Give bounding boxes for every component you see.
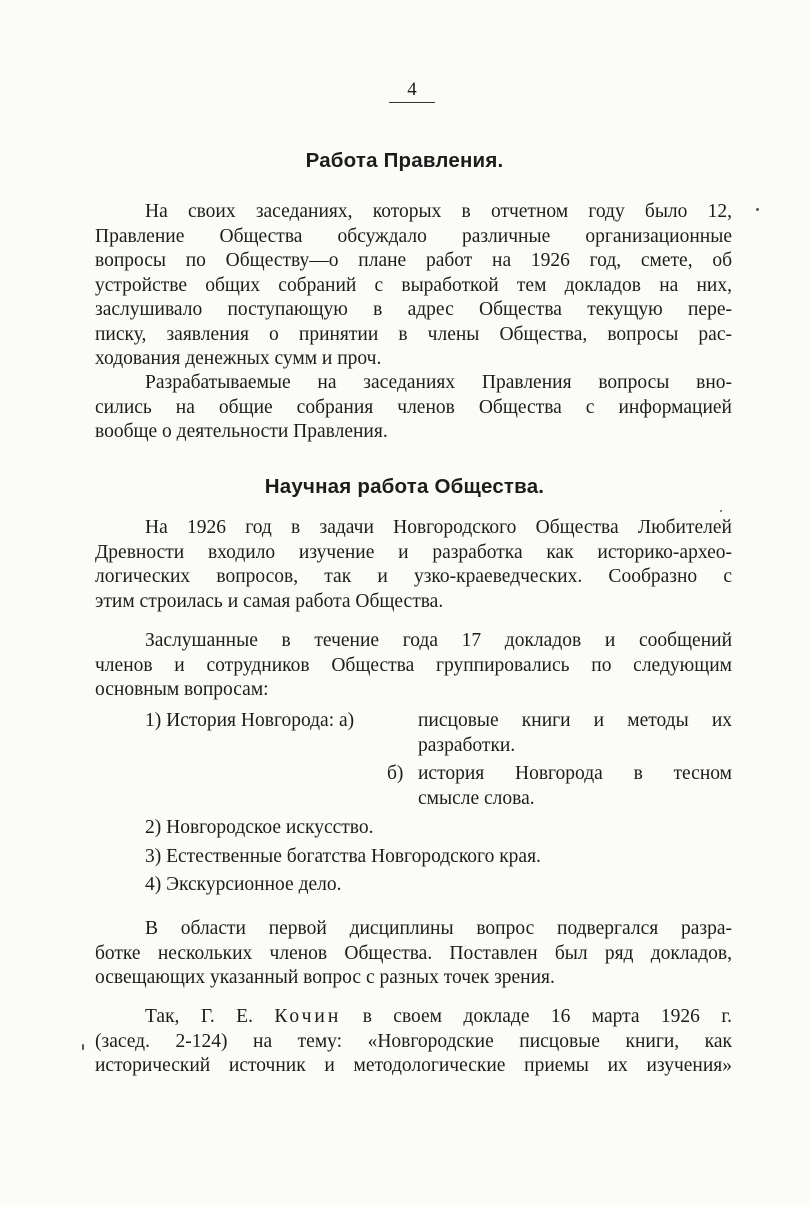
- text-line: этим строилась и самая работа Общества.: [95, 590, 444, 612]
- text-line: Разрабатываемые на заседаниях Правления вопросы вно-: [145, 372, 732, 393]
- list-item-1-label: 1) История Новгорода: а): [145, 710, 355, 731]
- list-item-1b-line-1: история Новгорода в тесном: [418, 763, 732, 784]
- text-line: исторический источник и методологические приемы их изучения»: [95, 1055, 732, 1076]
- list-item-1b-marker: б): [387, 763, 404, 784]
- text-line: Правление Общества обсуждало различные организационные: [95, 225, 732, 247]
- list-item-2: 2) Новгородское искусство.: [145, 817, 374, 838]
- text-line: ботке нескольких членов Общества. Поставлен был ряд докладов,: [95, 942, 732, 964]
- text-line: ходования денежных сумм и проч.: [95, 348, 382, 369]
- text-line: вообще о деятельности Правления.: [95, 421, 388, 442]
- text-fragment: Так, Г. Е.: [145, 1006, 253, 1027]
- author-name: Кочин: [274, 1006, 342, 1027]
- text-line: заслушивало поступающую в адрес Общества текущую пере-: [95, 299, 732, 320]
- list-item-3: 3) Естественные богатства Новгородского края.: [145, 846, 541, 867]
- text-line: (засед. 2-124) на тему: «Новгородские писцовые книги, как: [95, 1030, 732, 1052]
- list-item-1b-line-2: смысле слова.: [418, 788, 535, 809]
- list-item-1a-line-2: разработки.: [418, 735, 516, 756]
- scan-speck: [756, 208, 759, 211]
- paragraph-science-2: [95, 629, 732, 703]
- section-title-science: Научная работа Общества.: [264, 475, 545, 498]
- text-line: основным вопросам:: [95, 679, 269, 700]
- text-line: [95, 1005, 732, 1030]
- scan-speck: [82, 1044, 84, 1050]
- text-line: устройстве общих собраний с выработкой тем докладов на них,: [95, 274, 732, 296]
- list-item-4: 4) Экскурсионное дело.: [145, 874, 342, 895]
- text-line: На своих заседаниях, которых в отчетном году было 12,: [145, 201, 732, 222]
- text-line: Древности входило изучение и разработка как историко-архео-: [95, 541, 732, 563]
- paragraph-science-3: [95, 917, 732, 991]
- text-line: сились на общие собрания членов Общества с информацией: [95, 396, 732, 418]
- paragraph-board-1: [95, 200, 732, 372]
- paragraph-board-2: [95, 371, 732, 445]
- text-line: вопросы по Обществу—о плане работ на 1926 год, смете, об: [95, 250, 732, 271]
- page-number: 4: [389, 79, 435, 103]
- scan-speck: [720, 510, 722, 512]
- text-line: На 1926 год в задачи Новгородского Общества Любителей: [145, 517, 732, 538]
- text-line: членов и сотрудников Общества группировались по следующим: [95, 654, 732, 676]
- list-item-1a-line-1: писцовые книги и методы их: [418, 710, 732, 731]
- text-line: Заслушанные в течение года 17 докладов и сообщений: [145, 630, 732, 651]
- text-line: писку, заявления о принятии в члены Общества, вопросы рас-: [95, 323, 732, 345]
- text-line: освещающих указанный вопрос с разных точек зрения.: [95, 967, 555, 988]
- text-line: логических вопросов, так и узко-краеведческих. Сообразно с: [95, 566, 732, 587]
- text-fragment: в своем докладе 16 марта 1926 г.: [362, 1006, 732, 1027]
- paragraph-science-1: [95, 516, 732, 614]
- text-line: В области первой дисциплины вопрос подвергался разра-: [145, 918, 732, 939]
- section-title-board: Работа Правления.: [305, 149, 504, 172]
- paragraph-science-4: [95, 1005, 732, 1079]
